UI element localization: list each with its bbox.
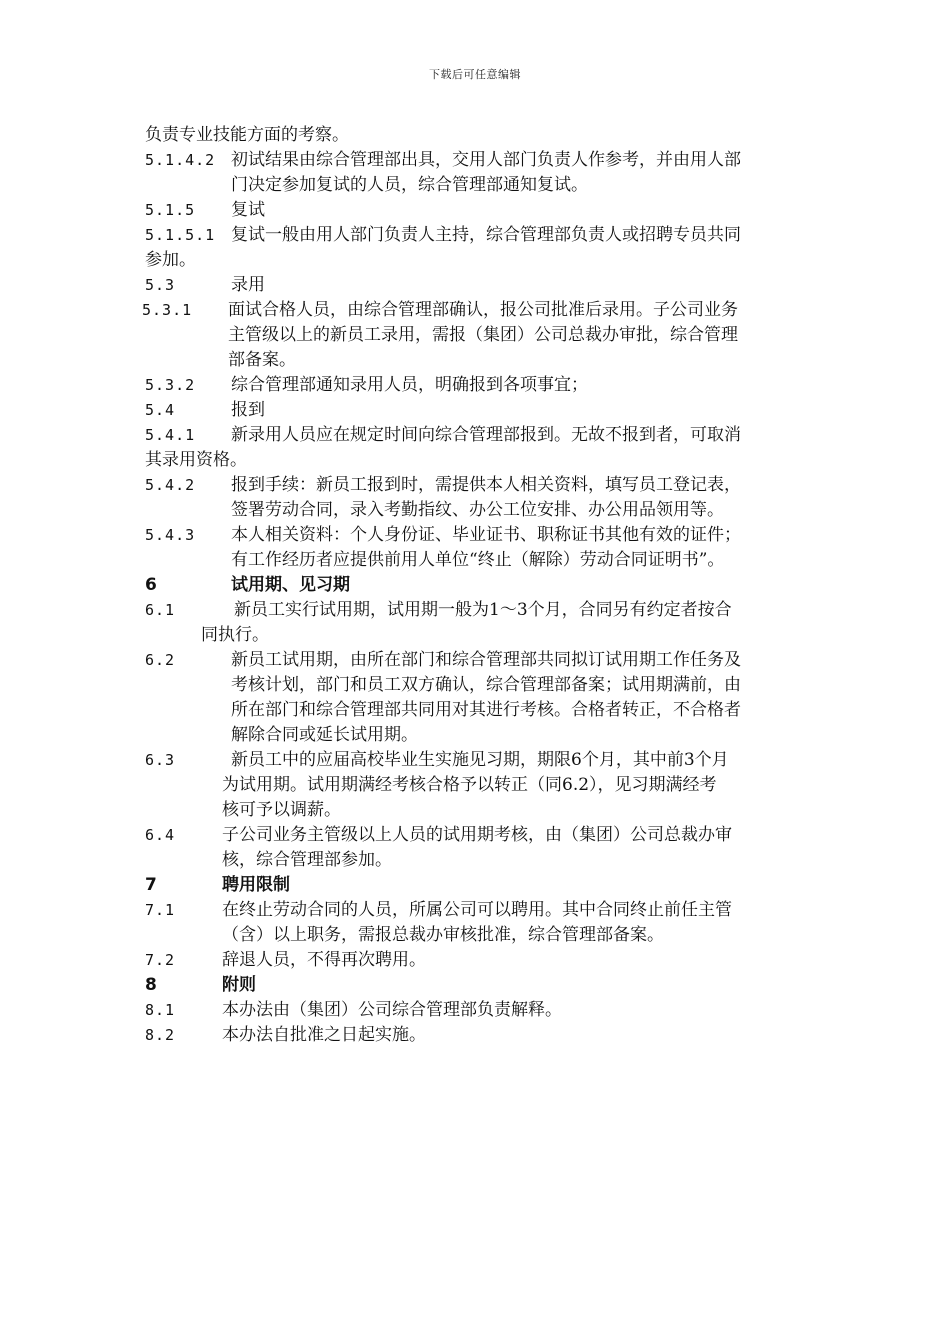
body-text-line: 初试结果由综合管理部出具，交用人部门负责人作参考，并由用人部 xyxy=(231,150,741,170)
body-text-line: 部备案。 xyxy=(228,350,296,370)
body-text-line: 同执行。 xyxy=(201,625,269,645)
body-text-line: 综合管理部通知录用人员，明确报到各项事宜； xyxy=(231,375,588,395)
body-text-line: 新员工实行试用期，试用期一般为1～3个月，合同另有约定者按合 xyxy=(234,600,732,620)
body-text-line: 报到手续：新员工报到时，需提供本人相关资料，填写员工登记表， xyxy=(231,475,741,495)
body-text-line: 新录用人员应在规定时间向综合管理部报到。无故不报到者，可取消 xyxy=(231,425,741,445)
clause-number: 7.2 xyxy=(145,951,176,969)
body-text-line: 面试合格人员，由综合管理部确认，报公司批准后录用。子公司业务 xyxy=(228,300,738,320)
section-number: 6 xyxy=(145,575,157,595)
body-text-line: 本办法自批准之日起实施。 xyxy=(222,1025,426,1045)
section-number: 8 xyxy=(145,975,157,995)
body-text-line: 考核计划，部门和员工双方确认，综合管理部备案；试用期满前，由 xyxy=(231,675,741,695)
clause-number: 6.1 xyxy=(145,601,176,619)
clause-number: 5.1.5 xyxy=(145,201,196,219)
clause-number: 5.4 xyxy=(145,401,176,419)
section-heading: 试用期、见习期 xyxy=(231,575,350,595)
clause-number: 5.4.2 xyxy=(145,476,196,494)
clause-number: 6.2 xyxy=(145,651,176,669)
body-text-line: 子公司业务主管级以上人员的试用期考核，由（集团）公司总裁办审 xyxy=(222,825,732,845)
body-text-line: 复试 xyxy=(231,200,265,220)
clause-number: 6.3 xyxy=(145,751,176,769)
clause-number: 5.4.1 xyxy=(145,426,196,444)
clause-number: 8.2 xyxy=(145,1026,176,1044)
clause-number: 5.1.4.2 xyxy=(145,151,216,169)
body-text-line: 解除合同或延长试用期。 xyxy=(231,725,418,745)
clause-number: 6.4 xyxy=(145,826,176,844)
clause-number: 5.3.1 xyxy=(142,301,193,319)
body-text-line: 所在部门和综合管理部共同用对其进行考核。合格者转正，不合格者 xyxy=(231,700,741,720)
body-text-line: 负责专业技能方面的考察。 xyxy=(145,125,349,145)
body-text-line: 新员工中的应届高校毕业生实施见习期，期限6个月，其中前3个月 xyxy=(231,750,729,770)
body-text-line: 辞退人员，不得再次聘用。 xyxy=(222,950,426,970)
clause-number: 5.3 xyxy=(145,276,176,294)
body-text-line: 在终止劳动合同的人员，所属公司可以聘用。其中合同终止前任主管 xyxy=(222,900,732,920)
section-heading: 聘用限制 xyxy=(222,875,290,895)
clause-number: 5.4.3 xyxy=(145,526,196,544)
body-text-line: 参加。 xyxy=(145,250,196,270)
clause-number: 5.1.5.1 xyxy=(145,226,216,244)
page-header: 下载后可任意编辑 xyxy=(429,68,521,81)
body-text-line: 核可予以调薪。 xyxy=(222,800,341,820)
body-text-line: 门决定参加复试的人员，综合管理部通知复试。 xyxy=(231,175,588,195)
body-text-line: 其录用资格。 xyxy=(145,450,247,470)
body-text-line: 报到 xyxy=(231,400,265,420)
clause-number: 8.1 xyxy=(145,1001,176,1019)
body-text-line: 本办法由（集团）公司综合管理部负责解释。 xyxy=(222,1000,562,1020)
body-text-line: 本人相关资料：个人身份证、毕业证书、职称证书其他有效的证件； xyxy=(231,525,741,545)
body-text-line: 主管级以上的新员工录用，需报（集团）公司总裁办审批，综合管理 xyxy=(228,325,738,345)
section-number: 7 xyxy=(145,875,157,895)
body-text-line: 新员工试用期，由所在部门和综合管理部共同拟订试用期工作任务及 xyxy=(231,650,741,670)
body-text-line: 签署劳动合同，录入考勤指纹、办公工位安排、办公用品领用等。 xyxy=(231,500,724,520)
body-text-line: 为试用期。试用期满经考核合格予以转正（同6.2），见习期满经考 xyxy=(222,775,717,795)
clause-number: 7.1 xyxy=(145,901,176,919)
body-text-line: 录用 xyxy=(231,275,265,295)
body-text-line: 核，综合管理部参加。 xyxy=(222,850,392,870)
body-text-line: 复试一般由用人部门负责人主持，综合管理部负责人或招聘专员共同 xyxy=(231,225,741,245)
body-text-line: 有工作经历者应提供前用人单位“终止（解除）劳动合同证明书”。 xyxy=(231,550,725,570)
section-heading: 附则 xyxy=(222,975,256,995)
body-text-line: （含）以上职务，需报总裁办审核批准，综合管理部备案。 xyxy=(222,925,664,945)
clause-number: 5.3.2 xyxy=(145,376,196,394)
